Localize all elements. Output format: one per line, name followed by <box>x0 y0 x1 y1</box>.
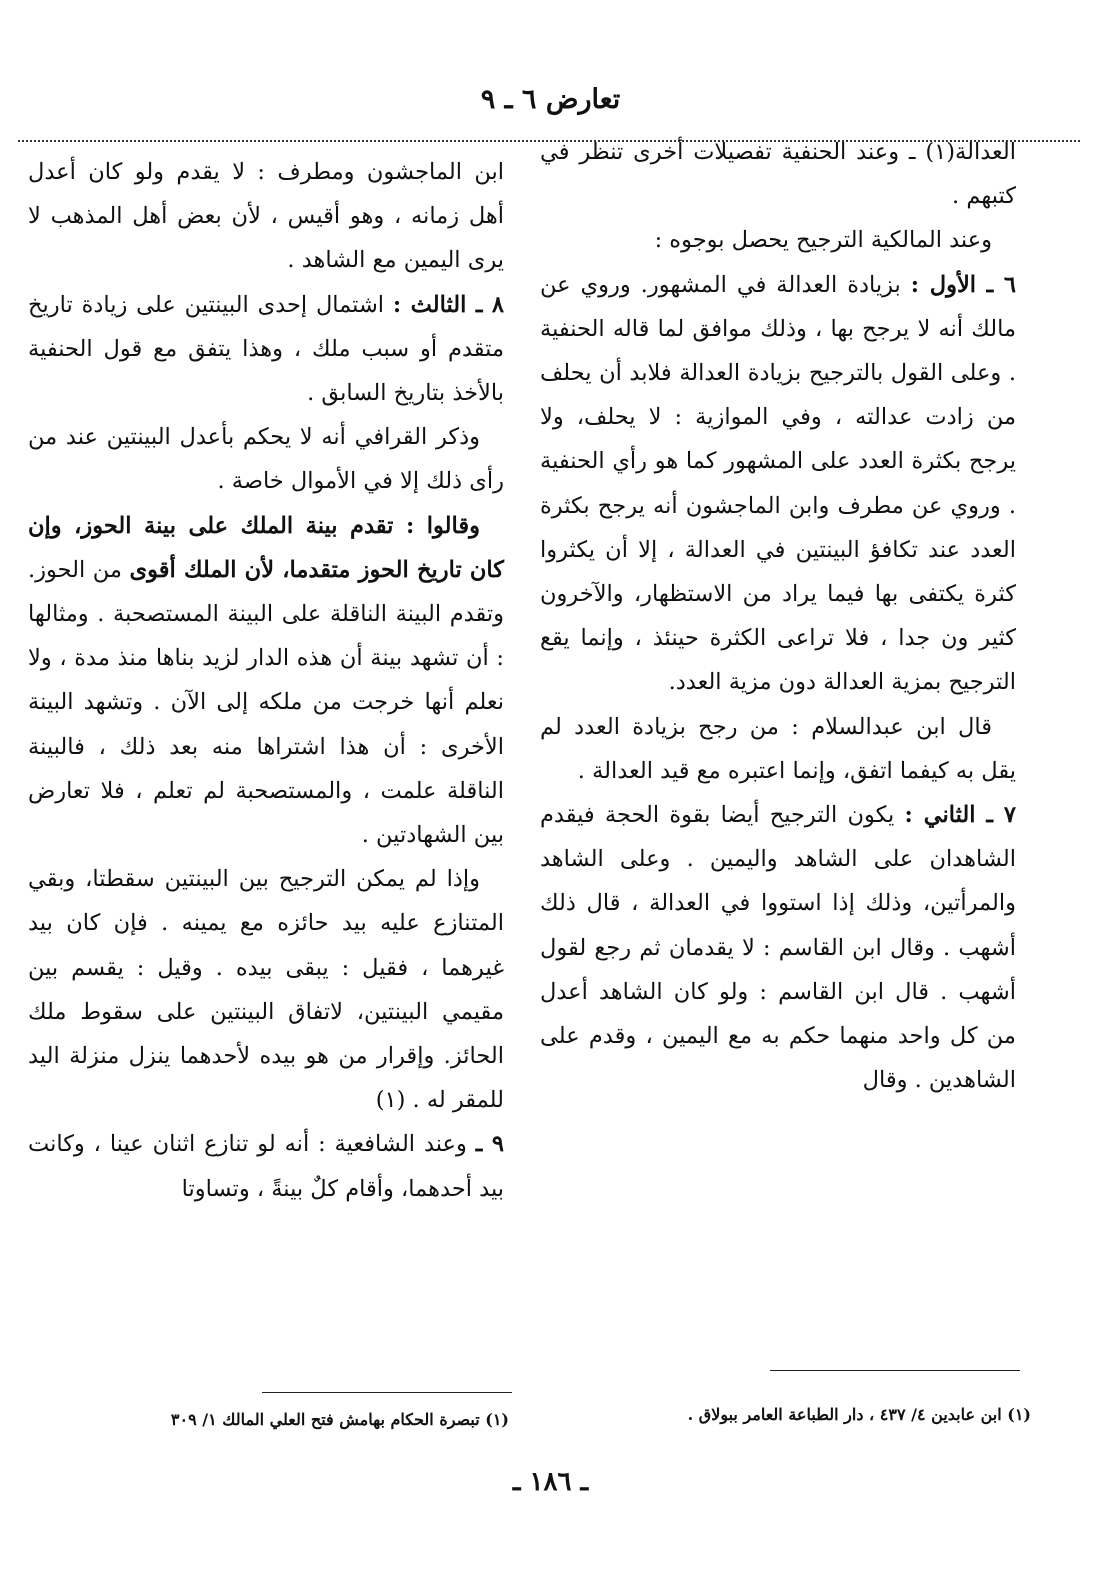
footnote-rule-right <box>770 1370 1020 1371</box>
paragraph: ابن الماجشون ومطرف : لا يقدم ولو كان أعدل أهل زمانه ، وهو أقيس ، لأن بعض أهل المذهب لا يرى اليمين مع الشاهد . <box>28 159 504 274</box>
paragraph: وعند المالكية الترجيح يحصل بوجوه : <box>654 227 992 254</box>
paragraph: ٨ ـ الثالث : اشتمال إحدى البينتين على زيادة تاريخ متقدم أو سبب ملك ، وهذا يتفق مع قول الحنفية بالأخذ بتاريخ السابق . <box>28 291 504 407</box>
paragraph: العدالة(١) ـ وعند الحنفية تفصيلات أخرى تنظر في كتبهم . <box>540 139 1016 210</box>
paragraph: قال ابن عبدالسلام : من رجح بزيادة العدد لم يقل به كيفما اتفق، وإنما اعتبره مع قيد العدالة . <box>540 713 1016 784</box>
footnote-right: (١) ابن عابدين ٤/ ٤٣٧ ، دار الطباعة العامر ببولاق . <box>687 1405 1031 1424</box>
section-heading: ٧ ـ الثاني : <box>904 802 1016 829</box>
footnote-left: (١) تبصرة الحكام بهامش فتح العلي المالك ١/ ٣٠٩ <box>170 1410 509 1429</box>
paragraph: وإذا لم يمكن الترجيح بين البينتين سقطتا، وبقي المتنازع عليه بيد حائزه مع يمينه . فإن كان بيد غيرهما ، فقيل : يبقى بيده . وقيل : يقسم بين مقيمي البينتين، لاتفاق البينتين على سقوط ملك الحائز. وإقرار من هو بيده لأحدهما ينزل منزلة اليد للمقر له . (١) <box>28 866 504 1114</box>
paragraph: ٩ ـ وعند الشافعية : أنه لو تنازع اثنان عينا ، وكانت بيد أحدهما، وأقام كلٌ بينةً ، وتساوتا <box>28 1131 504 1202</box>
section-heading: ٦ ـ الأول : <box>910 271 1016 298</box>
paragraph: ٧ ـ الثاني : يكون الترجيح أيضا بقوة الحجة فيقدم الشاهدان على الشاهد واليمين . وعلى الشاهد والمرأتين، وذلك إذا استووا في العدالة ، قال ذلك أشهب . وقال ابن القاسم : لا يقدمان ثم رجع لقول أشهب . قال ابن القاسم : ولو كان الشاهد أعدل من كل واحد منهما حكم به مع اليمين ، وقدم على الشاهدين . وقال <box>540 802 1016 1094</box>
section-heading: ٩ ـ <box>475 1131 504 1158</box>
running-header-title: تعارض ٦ ـ ٩ <box>480 84 621 115</box>
left-column <box>28 150 504 1211</box>
paragraph: وقالوا : تقدم بينة الملك على بينة الحوز، وإن كان تاريخ الحوز متقدما، لأن الملك أقوى من الحوز. وتقدم البينة الناقلة على البينة المستصحبة . ومثالها : أن تشهد بينة أن هذه الدار لزيد بناها منذ مدة ، ولا نعلم أنها خرجت من ملكه إلى الآن . وتشهد البينة الأخرى : أن هذا اشتراها منه بعد ذلك ، فالبينة الناقلة علمت ، والمستصحبة لم تعلم ، فلا تعارض بين الشهادتين . <box>28 512 504 849</box>
footnote-rule-left <box>262 1392 512 1393</box>
bold-statement: وقالوا : تقدم بينة الملك على بينة الحوز، وإن كان تاريخ الحوز متقدما، لأن الملك أقوى <box>28 512 504 583</box>
right-column <box>540 130 1016 1102</box>
section-heading: ٨ ـ الثالث : <box>392 291 504 318</box>
paragraph: ٦ ـ الأول : بزيادة العدالة في المشهور. وروي عن مالك أنه لا يرجح بها ، وذلك موافق لما قاله الحنفية . وعلى القول بالترجيح بزيادة العدالة فلابد أن يحلف من زادت عدالته ، وفي الموازية : لا يحلف، ولا يرجح بكثرة العدد على المشهور كما هو رأي الحنفية . وروي عن مطرف وابن الماجشون أنه يرجح بكثرة العدد عند تكافؤ البينتين في العدالة ، إلا أن يكثروا كثرة يكتفى بها فيما يراد من الاستظهار، والآخرون كثير ون جدا ، فلا تراعى الكثرة حينئذ ، وإنما يقع الترجيح بمزية العدالة دون مزية العدد. <box>540 271 1016 696</box>
paragraph: وذكر القرافي أنه لا يحكم بأعدل البينتين عند من رأى ذلك إلا في الأموال خاصة . <box>28 424 504 495</box>
page-number: ـ ١٨٦ ـ <box>512 1467 589 1497</box>
